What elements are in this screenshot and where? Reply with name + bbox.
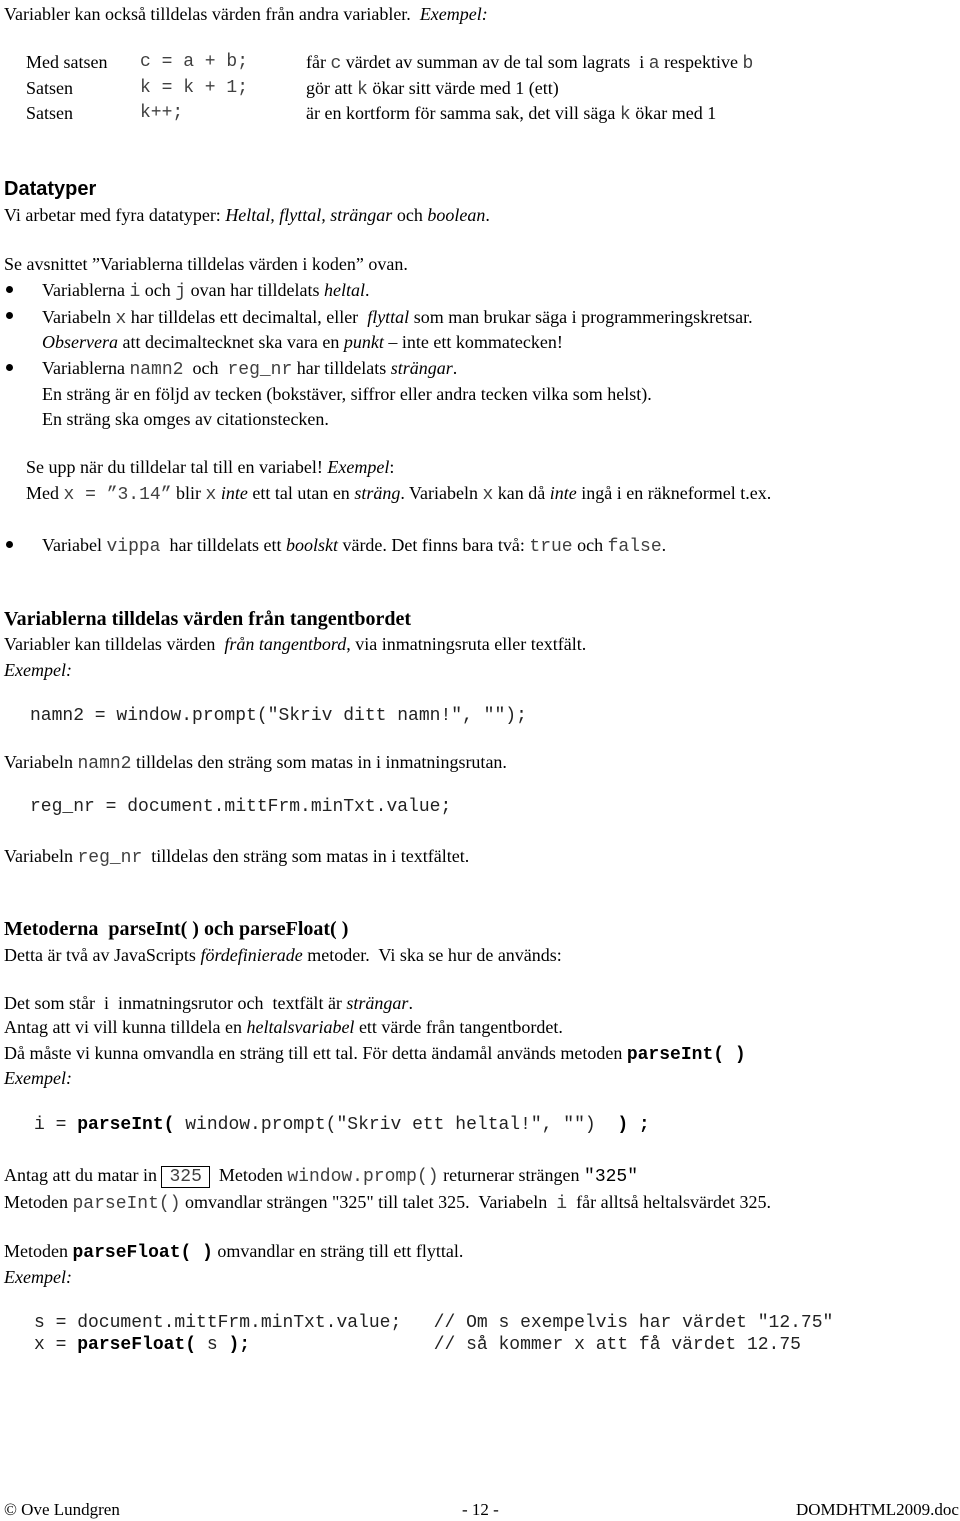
text: Variabeln [4,846,78,866]
text-italic: strängar [346,993,409,1013]
desc-text: värdet av summan av de tal som lagrats i [341,52,649,72]
bullet-line-3 [42,357,457,381]
se-upp-line: Se upp när du tilldelar tal till en variabel! Exempel: [26,457,395,477]
metoder-heading [4,918,348,940]
desc-text: är en kortform för samma sak, det vill säga [306,103,620,123]
text: har tilldelats ett [160,535,286,555]
metoder-exempel-2 [4,1266,72,1288]
desc-text: får [306,52,331,72]
text: och [392,205,428,225]
code: x [115,309,127,329]
statement-desc-2 [306,77,559,101]
bullet-icon [6,286,13,293]
code: reg_nr [227,360,293,380]
text: omvandlar strängen "325" till talet 325. Variabeln [180,1192,557,1212]
text: metoder. Vi ska se hur de används: [302,945,562,965]
statement-label-3: Satsen [26,103,73,123]
datatyper-intro [4,204,490,226]
code: "325" [584,1167,639,1187]
desc-code: c [330,54,342,74]
code: window.prompt("Skriv ett heltal!", "") [174,1115,618,1135]
text: och [140,280,176,300]
text: returnerar strängen [438,1165,585,1185]
text-italic: heltalsvariabel [246,1017,355,1037]
bullet-icon [6,364,13,371]
text-italic: Exempel: [4,1068,72,1088]
code: namn2 [129,360,184,380]
statement-code-3: k++; [140,103,184,123]
text: och [572,535,608,555]
text: Metoden [4,1241,73,1261]
footer-filename: DOMDHTML2009.doc [796,1500,959,1519]
text: har tilldelas ett decimaltal, eller [126,307,368,327]
statement-label-1: Med satsen [26,52,108,72]
text: blir [171,483,206,503]
string-def-line: En sträng är en följd av tecken (bokstäver, siffror eller andra tecken vilka som helst). [42,384,652,404]
text: ett värde från tangentbordet. [354,1017,563,1037]
intro-line [4,3,488,25]
text: . [365,280,370,300]
text-italic: boolskt [285,535,338,555]
desc-text: ökar sitt värde med 1 (ett) [367,78,559,98]
footer-author: © Ove Lundgren [4,1500,120,1519]
text: Med [26,483,64,503]
text-italic: sträng [354,483,401,503]
text: ett tal utan en [247,483,355,503]
statement-code-1: c = a + b; [140,52,249,72]
section-heading: Metoderna parseInt( ) och parseFloat( ) [4,918,349,940]
bullet-line-1 [42,279,370,303]
input-value-box: 325 [161,1166,209,1188]
code-bold: ); [228,1335,251,1355]
bullet-line-4 [42,534,666,558]
metoder-intro [4,944,562,966]
text: ingå i en räkneformel t.ex. [576,483,772,503]
text: Metoden [4,1192,73,1212]
tangent-namn-line [4,751,507,775]
section-heading: Variablerna tilldelas värden från tangentbordet [4,608,412,630]
footer-page-number: - 12 - [462,1500,499,1519]
tangent-intro [4,633,586,655]
code-bold: parseInt( [77,1115,175,1135]
desc-code: k [619,105,631,125]
code: true [529,537,573,557]
bullet-icon [6,541,13,548]
text: – inte ett kommatecken! [383,332,563,352]
datatyper-heading [4,178,96,200]
text: . [661,535,667,555]
metoder-strangar-line [4,992,413,1014]
text-italic: Exempel [327,457,390,477]
text: tilldelas den sträng som matas in i textfältet. [142,846,470,866]
med-line [26,482,771,506]
bullet-line-2 [42,306,753,330]
text: Se upp när du tilldelar tal till en variabel! [26,457,328,477]
metoder-antag-line [4,1016,563,1038]
text: och [183,358,228,378]
antag-matar-line [4,1164,638,1188]
text: Variablerna [42,280,130,300]
code: parseInt() [72,1194,181,1214]
tangent-reg-line [4,845,469,869]
code: false [607,537,662,557]
text: . [408,993,413,1013]
desc-code: a [648,54,660,74]
code-bold: parseInt( ) [626,1045,746,1065]
code: x = [34,1335,78,1355]
desc-text: respektive [659,52,743,72]
parsefloat-line [4,1240,463,1264]
text: kan då [493,483,550,503]
text-italic: Exempel: [4,1267,72,1287]
code-parseint [34,1114,650,1136]
statement-code-2: k = k + 1; [140,78,249,98]
code: i = [34,1115,78,1135]
text: omvandlar en sträng till ett flyttal. [212,1241,464,1261]
statement-label-2: Satsen [26,78,73,98]
text: Variabler kan tilldelas värden [4,634,225,654]
observera-line [42,331,563,353]
statement-desc-1 [306,51,753,75]
code: i [129,282,141,302]
text-italic: punkt [343,332,384,352]
text-italic: heltal [324,280,366,300]
text: . Variabeln [400,483,483,503]
text-italic: strängar [390,358,453,378]
code-prompt-namn: namn2 = window.prompt("Skriv ditt namn!", ""); [30,706,527,726]
metoder-exempel [4,1067,72,1089]
text: som man brukar säga i programmeringskretsar. [409,307,753,327]
desc-text: gör att [306,78,357,98]
text: Det som står i inmatningsrutor och textfält är [4,993,347,1013]
desc-code: b [742,54,754,74]
text: värde. Det finns bara två: [337,535,530,555]
text: Antag att vi vill kunna tilldela en [4,1017,247,1037]
text: får alltså heltalsvärdet 325. [567,1192,772,1212]
statement-desc-3 [306,102,716,126]
code: s [196,1335,229,1355]
text: har tilldelats [292,358,391,378]
intro-exempel: Exempel: [419,4,488,24]
code: vippa [106,537,161,557]
bullet-icon [6,312,13,319]
code-reg-nr: reg_nr = document.mittFrm.minTxt.value; [30,797,452,817]
code-bold: parseFloat( [77,1335,197,1355]
text-italic: från tangentbord [224,634,347,654]
text-italic: inte [220,483,248,503]
metoder-omvandla-line [4,1042,746,1066]
text: , via inmatningsruta eller textfält. [346,634,587,654]
text-italic: Observera [42,332,118,352]
parseint-omvandlar-line [4,1191,771,1215]
text: Detta är två av JavaScripts [4,945,201,965]
code: namn2 [77,754,132,774]
code: reg_nr [77,848,143,868]
text: . [452,358,458,378]
desc-text: ökar med 1 [630,103,717,123]
text: Då måste vi kunna omvandla en sträng till ett tal. För detta ändamål används metoden [4,1043,627,1063]
code-bold: ) ; [617,1115,650,1135]
text: Variabeln [42,307,116,327]
code: x [205,485,217,505]
intro-text: Variabler kan också tilldelas värden från andra variabler. [4,4,411,24]
text: Variabel [42,535,107,555]
code-s-value: s = document.mittFrm.minTxt.value; // Om s exempelvis har värdet "12.75" [34,1313,834,1333]
text-italic: inte [549,483,577,503]
code: x [482,485,494,505]
code: x = ”3.14” [63,485,172,505]
text: tilldelas den sträng som matas in i inmatningsrutan. [131,752,507,772]
code-parsefloat [34,1334,801,1356]
text-italic: boolean [427,205,486,225]
text: Vi arbetar med fyra datatyper: [4,205,226,225]
tangent-exempel [4,659,72,681]
tangent-heading [4,608,411,630]
string-quote-line: En sträng ska omges av citationstecken. [42,409,329,429]
code-bold: parseFloat( ) [72,1243,213,1263]
text-italic: fördefinierade [200,945,303,965]
code: i [556,1194,568,1214]
text-italic: flyttal [367,307,410,327]
text: att decimaltecknet ska vara en [117,332,344,352]
text-italic: Heltal, flyttal, strängar [225,205,393,225]
section-heading: Datatyper [4,178,97,200]
code: // så kommer x att få värdet 12.75 [250,1335,801,1355]
code: window.promp() [287,1167,439,1187]
text: Metoden [209,1165,288,1185]
text: . [485,205,490,225]
text-italic: Exempel: [4,660,72,680]
text: Variabeln [4,752,78,772]
text: Antag att du matar in [4,1165,162,1185]
text: Variablerna [42,358,130,378]
desc-code: k [357,80,368,100]
code: j [175,282,187,302]
see-section-line: Se avsnittet ”Variablerna tilldelas värden i koden” ovan. [4,254,408,274]
text: ovan har tilldelats [186,280,325,300]
